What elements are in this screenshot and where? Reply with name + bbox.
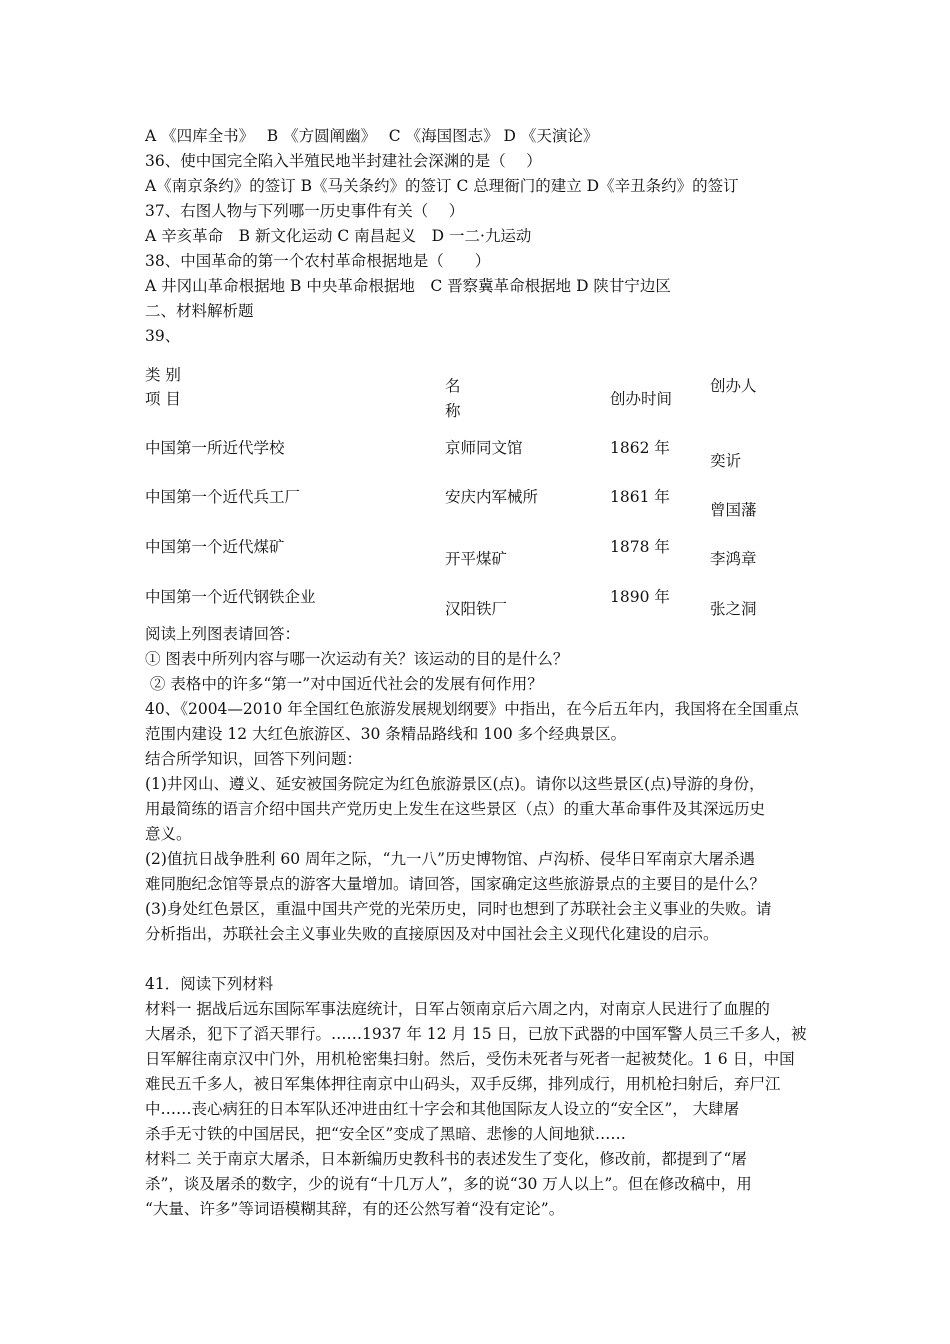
- q39-prompt: 阅读上列图表请回答：: [145, 625, 301, 643]
- q41-material1-line-4: 难民五千多人，被日军集体押往南京中山码头，双手反绑，排列成行，用机枪扫射后，弃尸江: [145, 1075, 781, 1093]
- table-header-founder: 创办人: [710, 377, 757, 395]
- table-row-4-name: 汉阳铁厂: [445, 600, 508, 618]
- q40-part3-line-1: (3)身处红色景区，重温中国共产党的光荣历史，同时也想到了苏联社会主义事业的失败。请: [145, 900, 772, 918]
- q40-line-1: 40、《2004—2010 年全国红色旅游发展规划纲要》中指出，在今后五年内，我国将在全国重点: [145, 700, 799, 718]
- q40-line-2: 范围内建设 12 大红色旅游区、30 条精品路线和 100 多个经典景区。: [145, 725, 627, 743]
- q40-part1-line-3: 意义。: [145, 825, 192, 843]
- q40-part3-line-2: 分析指出，苏联社会主义事业失败的直接原因及对中国社会主义现代化建设的启示。: [145, 925, 719, 943]
- q36-options: A《南京条约》的签订 B《马关条约》的签订 C 总理衙门的建立 D《辛丑条约》的签订: [145, 177, 739, 195]
- q40-line-3: 结合所学知识，回答下列问题：: [145, 750, 363, 768]
- q39-subquestion-1: ① 图表中所列内容与哪一次运动有关？该运动的目的是什么？: [145, 650, 569, 668]
- table-row-1-year: 1862 年: [610, 439, 670, 457]
- table-row-3-name: 开平煤矿: [445, 550, 508, 568]
- table-row-4-founder: 张之洞: [710, 600, 757, 618]
- q37-stem: 37、右图人物与下列哪一历史事件有关（ ）: [145, 202, 465, 220]
- q41-material2-line-2: 杀”，谈及屠杀的数字，少的说有“十几万人”，多的说“30 万人以上”。但在修改稿中，用: [145, 1175, 752, 1193]
- table-header-category-bottom: 项 目: [145, 390, 181, 408]
- table-row-1-item: 中国第一所近代学校: [145, 439, 285, 457]
- q36-stem: 36、使中国完全陷入半殖民地半封建社会深渊的是（ ）: [145, 152, 542, 170]
- table-row-1-name: 京师同文馆: [445, 439, 523, 457]
- q35-options: A 《四库全书》 B 《方圆阐幽》 C 《海国图志》 D 《天演论》: [145, 127, 599, 145]
- table-row-4-year: 1890 年: [610, 588, 670, 606]
- table-row-2-item: 中国第一个近代兵工厂: [145, 488, 301, 506]
- q40-part1-line-2: 用最简练的语言介绍中国共产党历史上发生在这些景区（点）的重大革命事件及其深远历史: [145, 800, 766, 818]
- q41-material2-line-3: “大量、许多”等词语模糊其辞，有的还公然写着“没有定论”。: [145, 1200, 565, 1218]
- q38-stem: 38、中国革命的第一个农村革命根据地是（ ）: [145, 252, 491, 270]
- q37-options: A 辛亥革命 B 新文化运动 C 南昌起义 D 一二·九运动: [145, 227, 532, 245]
- table-row-2-year: 1861 年: [610, 488, 670, 506]
- table-row-1-founder: 奕䜣: [710, 452, 742, 470]
- q41-title: 41．阅读下列材料: [145, 975, 274, 993]
- q41-material1-line-6: 杀手无寸铁的中国居民，把“安全区”变成了黑暗、悲惨的人间地狱……: [145, 1125, 626, 1143]
- q41-material2-line-1: 材料二 关于南京大屠杀，日本新编历史教科书的表述发生了变化，修改前，都提到了“屠: [145, 1150, 747, 1168]
- q41-material1-line-3: 日军解往南京汉中门外，用机枪密集扫射。然后，受伤未死者与死者一起被焚化。1 6 日，中国: [145, 1050, 795, 1068]
- q40-part2-line-1: (2)值抗日战争胜利 60 周年之际，“九一八”历史博物馆、卢沟桥、侵华日军南京大屠杀遇: [145, 850, 755, 868]
- table-header-name-top: 名: [445, 377, 461, 395]
- section-title: 二、材料解析题: [145, 302, 254, 320]
- q40-part2-line-2: 难同胞纪念馆等景点的游客大量增加。请回答，国家确定这些旅游景点的主要目的是什么？: [145, 875, 766, 893]
- table-row-3-year: 1878 年: [610, 538, 670, 556]
- q41-material1-line-5: 中……丧心病狂的日本军队还冲进由红十字会和其他国际友人设立的“安全区”， 大肆屠: [145, 1100, 740, 1118]
- q39-number: 39、: [145, 327, 181, 345]
- q41-material1-line-2: 大屠杀，犯下了滔天罪行。……1937 年 12 月 15 日，已放下武器的中国军警人员三千多人，被: [145, 1025, 807, 1043]
- table-row-3-founder: 李鸿章: [710, 550, 757, 568]
- q40-part1-line-1: (1)井冈山、遵义、延安被国务院定为红色旅游景区(点)。请你以这些景区(点)导游的身份，: [145, 775, 765, 793]
- table-row-2-name: 安庆内军械所: [445, 488, 539, 506]
- table-header-category-top: 类 别: [145, 366, 181, 384]
- table-row-4-item: 中国第一个近代钢铁企业: [145, 588, 316, 606]
- table-header-time: 创办时间: [610, 390, 673, 408]
- q39-subquestion-2: ② 表格中的许多“第一”对中国近代社会的发展有何作用？: [145, 675, 543, 693]
- table-header-name-bottom: 称: [445, 402, 461, 420]
- table-row-2-founder: 曾国藩: [710, 501, 757, 519]
- q41-material1-line-1: 材料一 据战后远东国际军事法庭统计，日军占领南京后六周之内，对南京人民进行了血腥的: [145, 1000, 770, 1018]
- q38-options: A 井冈山革命根据地 B 中央革命根据地 C 晋察冀革命根据地 D 陕甘宁边区: [145, 277, 671, 295]
- table-row-3-item: 中国第一个近代煤矿: [145, 538, 285, 556]
